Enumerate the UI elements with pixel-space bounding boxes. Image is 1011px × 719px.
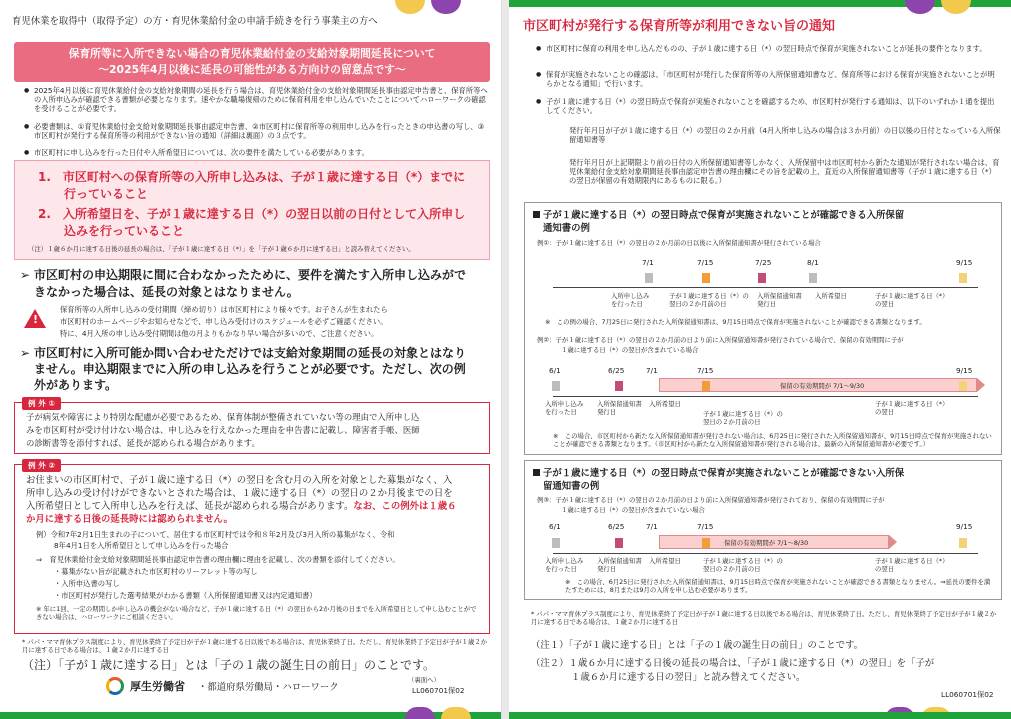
b-label-3: 入所希望日 bbox=[649, 400, 681, 408]
example-b-caption-2: １歳に達する日（*）の翌日が含まれている場合 bbox=[561, 346, 699, 354]
example-line-b: 8年4月1日を入所希望日として申し込みを行った場合 bbox=[54, 541, 229, 550]
example-c-note: ※ この場合、6月25日に発行された入所保留通知書は、9月15日時点で保育が実施されないことが確認できる書類となりません。⇒延長の要件を満たすためには、8月または9月の入所を申し込む必要があります。 bbox=[565, 578, 991, 594]
heading-2a: ➢ 市区町村に入所可能か問い合わせただけでは支給対象期間の延長の対象とはなり bbox=[34, 346, 466, 361]
a-mark-birthday bbox=[959, 273, 967, 283]
condition-2b: 込みを行っていること bbox=[64, 224, 185, 238]
c-label-2: 入所保留通知書 発行日 bbox=[597, 557, 642, 573]
document-code: LL060701保02 bbox=[412, 686, 465, 695]
heading-2b: ません。申込期限までに入所の申し込みを行うことが必要です。ただし、次の例 bbox=[34, 362, 466, 376]
c-label-4: 子が１歳に達する日（*）の 翌日の２か月前の日 bbox=[703, 557, 783, 573]
footnote: * パパ・ママ育休プラス制度により、育児休業終了予定日が子が１歳に達する日以後である場合は、育児休業終了日。ただし、育児休業終了予定日が子が１歳２か月に達する日である場合は、１歳２か月に達する日 bbox=[22, 638, 488, 654]
b-date-2: 6/25 bbox=[608, 366, 625, 375]
note-1: （注１）「子が１歳に達する日」とは「子の１歳の誕生日の前日」のことです。 bbox=[531, 640, 864, 651]
heading-2c: 外があります。 bbox=[34, 378, 118, 392]
c-period-label: 保留の有効期間が 7/1～8/30 bbox=[724, 539, 809, 547]
paragraph-3: ● 市区町村に申し込みを行った日付や入所希望日については、次の要件を満たしている必要があります。 bbox=[34, 148, 489, 157]
c-label-5: 子が１歳に達する日（*） の翌日 bbox=[875, 557, 949, 573]
bottom-bar bbox=[509, 712, 1011, 719]
page-title: 市区町村が発行する保育所等が利用できない旨の通知 bbox=[523, 19, 836, 34]
exception-1-line-b: みを市区町村が受け付けない場合は、申し込みを行えなかった理由を申告書に記載し、障害者手帳、医師 bbox=[26, 425, 420, 435]
a-date-5: 9/15 bbox=[956, 258, 973, 267]
page-header: 育児休業を取得中（取得予定）の方・育児休業給付金の申請手続きを行う事業主の方へ bbox=[12, 16, 378, 27]
timeline-a-axis bbox=[553, 287, 978, 288]
section-1-title-a: 子が１歳に達する日（*）の翌日時点で保育が実施されないことが確認できる入所保留 bbox=[543, 210, 905, 221]
back-page bbox=[509, 0, 1011, 719]
a-label-5: 子が１歳に達する日（*） の翌日 bbox=[875, 292, 949, 308]
b-mark-two-months bbox=[702, 381, 710, 391]
b-label-4: 子が１歳に達する日（*）の 翌日の２か月前の日 bbox=[703, 410, 783, 426]
footnote: * パパ・ママ育休プラス制度により、育児休業終了予定日が子が１歳に達する日以後である場合は、育児休業終了日。ただし、育児休業終了予定日が子が１歳２か月に達する日である場合は、１歳２か月に達する日 bbox=[531, 610, 997, 626]
b-label-2: 入所保留通知書 発行日 bbox=[597, 400, 642, 416]
yellow-dot bbox=[941, 0, 971, 14]
exception-2-line-b: 所申し込みの受け付けができないとされた場合は、１歳に達する日（*）の翌日の２か月後までの日を bbox=[26, 488, 453, 499]
a-label-3: 入所保留通知書 発行日 bbox=[757, 292, 802, 308]
banner-subtitle: ～2025年4月以後に延長の可能性がある方向けの留意点です～ bbox=[98, 62, 406, 76]
paragraph-2: ● 必要書類は、①育児休業給付金支給対象期間延長事由認定申告書、②市区町村に保育所等の利用申し込みを行ったときの申込書の写し、③市区町村が発行する保育所等の利用ができない旨の通知（詳細は裏面）の３点です。 bbox=[34, 122, 489, 140]
option-2: 発行年月日が上記期限より前の日付の入所保留通知書等しかなく、入所保留中は市区町村から新たな通知が発行されない場合は、育児休業給付金支給対象期間延長事由認定申告書の理由欄にその旨を記載の上、直近の入所保留通知書等（子が１歳に達する日（*）の翌日が保留の有効期限内にあるものに限る。） bbox=[569, 158, 1000, 186]
a-label-4: 入所希望日 bbox=[815, 292, 847, 300]
note-2b: １歳６か月に達する日の翌日」と読み替えてください。 bbox=[571, 672, 806, 683]
c-date-4: 7/15 bbox=[697, 522, 714, 531]
example-footnote: ※ 年に1回、一定の期間しか申し込みの機会がない場合など、子が１歳に達する日（*）の翌日から2か月後の日までを入所希望日として申し込むことができない場合は、ハローワークにご相談ください。 bbox=[36, 605, 477, 621]
c-date-2: 6/25 bbox=[608, 522, 625, 531]
ministry-name: 厚生労働省 bbox=[130, 680, 185, 693]
c-hold-period bbox=[659, 535, 889, 549]
warning-line-1: 保育所等の入所申し込みの受付期間（締め切り）は市区町村により様々です。お子さんが生まれたら bbox=[60, 305, 388, 314]
exception-2-red-note: なお、この例外は１歳６ bbox=[353, 501, 457, 512]
turn-over: （裏面へ） bbox=[408, 676, 440, 684]
c-mark-birthday bbox=[959, 538, 967, 548]
top-bar bbox=[509, 0, 1011, 7]
c-label-1: 入所申し込み を行った日 bbox=[545, 557, 584, 573]
condition-2a: 2. 入所希望日を、子が１歳に達する日（*）の翌日以前の日付として入所申し bbox=[38, 207, 466, 221]
section-2-title bbox=[533, 468, 904, 480]
b-label-1: 入所申し込み を行った日 bbox=[545, 400, 584, 416]
purple-dot bbox=[405, 707, 435, 719]
note-2a: （注２）１歳６か月に達する日後の延長の場合は、「子が１歳に達する日（*）の翌日」を「子が bbox=[531, 658, 935, 669]
exception-1-tag: 例 外 ① bbox=[22, 397, 61, 410]
b-mark-application bbox=[552, 381, 560, 391]
section-1-title-b: 通知書の例 bbox=[543, 223, 590, 234]
c-date-5: 9/15 bbox=[956, 522, 973, 531]
condition-1b: 行っていること bbox=[64, 187, 149, 201]
b-label-5: 子が１歳に達する日（*） の翌日 bbox=[875, 400, 949, 416]
a-mark-two-months bbox=[702, 273, 710, 283]
warning-line-2: 市区町村のホームページやお知らせなどで、申し込み受付けのスケジュールを必ずご確認ください。 bbox=[60, 317, 388, 326]
square-bullet-icon bbox=[533, 469, 540, 476]
example-c-caption-2: １歳に達する日（*）の翌日が含まれていない場合 bbox=[561, 506, 705, 514]
example-line-d: ・募集がない旨が記載された市区町村のリーフレット等の写し bbox=[54, 567, 258, 576]
bullet-1: ● 市区町村に保育の利用を申し込んだものの、子が１歳に達する日（*）の翌日時点で保育が実施されないことが延長の要件となります。 bbox=[546, 44, 1001, 53]
example-line-c: ⇒ 育児休業給付金支給対象期間延長事由認定申告書の理由欄に理由を記載し、次の書類を添付してください。 bbox=[36, 555, 400, 564]
c-mark-application bbox=[552, 538, 560, 548]
purple-dot bbox=[905, 0, 935, 14]
bullet-2: ● 保育が実施されないことの確認は、「市区町村が発行した保育所等の入所保留通知書など、保育所等における保育が実施されないことが明らかとなる通知」で行います。 bbox=[546, 70, 1001, 88]
example-a-note: ※ この例の場合、7月25日に発行された入所保留通知書は、9月15日時点で保育が実施されないことが確認できる書類となります。 bbox=[545, 318, 926, 326]
section-2-title-b: 留通知書の例 bbox=[543, 481, 600, 492]
example-line-f: ・市区町村が発行した選考結果がわかる書類（入所保留通知書又は内定通知書） bbox=[54, 591, 317, 600]
banner-title: 保育所等に入所できない場合の育児休業給付金の支給対象期間延長について bbox=[68, 47, 436, 60]
example-line-e: ・入所申込書の写し bbox=[54, 579, 120, 588]
ministry-logo-icon bbox=[106, 677, 124, 695]
c-label-3: 入所希望日 bbox=[649, 557, 681, 565]
example-c-caption-1: 例③：子が１歳に達する日（*）の翌日の２か月前の日より前に入所保留通知書が発行されており、保留の有効期間に子が bbox=[537, 496, 885, 504]
exception-2-line-d: か月に達する日後の延長時には認められません。 bbox=[26, 514, 233, 525]
a-mark-desired bbox=[809, 273, 817, 283]
option-1: 発行年月日が子が１歳に達する日（*）の翌日の２か月前（4月入所申し込みの場合は３か月前）の日以後の日付となっている入所保留通知書等 bbox=[569, 126, 1001, 145]
example-b-caption-1: 例②：子が１歳に達する日（*）の翌日の２か月前の日より前に入所保留通知書が発行されている場合で、保留の有効期間に子が bbox=[537, 336, 904, 344]
example-line-a: 例）令和7年2月1日生まれの子について、居住する市区町村では令和８年2月及び3月入所の募集がなく、令和 bbox=[36, 530, 395, 539]
heading-1a: ➢ 市区町村の申込期限に間に合わなかったために、要件を満たす入所申し込みがで bbox=[34, 268, 466, 283]
a-label-2: 子が１歳に達する日（*）の 翌日の２か月前の日 bbox=[669, 292, 749, 308]
b-date-4: 7/15 bbox=[697, 366, 714, 375]
bullet-3: ● 子が１歳に達する日（*）の翌日時点で保育が実施されないことを確認するため、市区町村が発行する通知は、以下のいずれか１通を提出してください。 bbox=[546, 97, 1001, 115]
heading-1b: きなかった場合は、延長の対象とはなりません。 bbox=[34, 285, 299, 299]
exception-1-line-a: 子が病気や障害により特別な配慮が必要であるため、保育体制が整備されていない等の理由で入所申し込 bbox=[26, 412, 420, 422]
a-label-1: 入所申し込み を行った日 bbox=[611, 292, 650, 308]
condition-note: （注）１歳６か月に達する日後の延長の場合は、「子が１歳に達する日（*）」を「子が１歳６か月に達する日」と読み替えてください。 bbox=[28, 245, 415, 253]
a-mark-notice bbox=[758, 273, 766, 283]
exception-2-line-a: お住まいの市区町村で、子が１歳に達する日（*）の翌日を含む月の入所を対象とした募集がなく、入 bbox=[26, 475, 453, 486]
warning-icon: ! bbox=[24, 309, 46, 328]
b-mark-notice bbox=[615, 381, 623, 391]
paragraph-1: ● 2025年4月以後に育児休業給付金の支給対象期間の延長を行う場合は、育児休業給付金の支給対象期間延長事由認定申告書と、保育所等への入所申込みが確認できる書類が必要となります。速やかな職場復帰のために保育利用を申し込んでいたことについてハローワークの確認を受けることが必要です。 bbox=[34, 86, 489, 113]
a-date-3: 7/25 bbox=[755, 258, 772, 267]
a-date-2: 7/15 bbox=[697, 258, 714, 267]
main-banner bbox=[14, 42, 490, 82]
yellow-dot bbox=[441, 707, 471, 719]
example-a-caption: 例①：子が１歳に達する日（*）の翌日の２か月前の日以後に入所保留通知書が発行されている場合 bbox=[537, 239, 821, 247]
bottom-decoration bbox=[405, 707, 471, 719]
front-page bbox=[0, 0, 502, 719]
a-date-1: 7/1 bbox=[642, 258, 654, 267]
square-bullet-icon bbox=[533, 211, 540, 218]
c-date-3: 7/1 bbox=[646, 522, 658, 531]
b-date-3: 7/1 bbox=[646, 366, 658, 375]
section-2-title-a: 子が１歳に達する日（*）の翌日時点で保育が実施されないことが確認できない入所保 bbox=[543, 468, 905, 479]
exception-2-tag: 例 外 ② bbox=[22, 459, 61, 472]
c-mark-notice bbox=[615, 538, 623, 548]
b-date-1: 6/1 bbox=[549, 366, 561, 375]
a-date-4: 8/1 bbox=[807, 258, 819, 267]
a-mark-application bbox=[645, 273, 653, 283]
timeline-b-axis bbox=[553, 396, 978, 397]
example-b-note: ※ この場合、市区町村から新たな入所保留通知書が発行されない場合は、6月25日に発行された入所保留通知書が、9月15日時点で保育が実施されないことが確認できる書類となります。（市区町村から新たな入所保留通知書が発行される場合は、最新の入所保留通知書が必要です。） bbox=[553, 432, 992, 448]
purple-dot bbox=[431, 0, 461, 14]
warning-line-3: 特に、4月入所の申し込み受付期間は他の月よりもかなり早い場合が多いので、ご注意ください。 bbox=[60, 329, 379, 338]
condition-1a: 1. 市区町村への保育所等の入所申し込みは、子が１歳に達する日（*）までに bbox=[38, 170, 466, 184]
b-period-label: 保留の有効期間が 7/1～9/30 bbox=[780, 382, 865, 390]
ministry-subtitle: ・都道府県労働局・ハローワーク bbox=[198, 682, 339, 693]
page-gutter bbox=[502, 0, 509, 719]
exception-2-line-c bbox=[26, 501, 457, 513]
top-decoration bbox=[0, 0, 501, 8]
b-mark-birthday bbox=[959, 381, 967, 391]
b-date-5: 9/15 bbox=[956, 366, 973, 375]
yellow-dot bbox=[395, 0, 425, 14]
big-note: （注）「子が１歳に達する日」とは「子の１歳の誕生日の前日」のことです。 bbox=[22, 658, 436, 672]
section-1-title bbox=[533, 210, 904, 222]
exception-1-line-c: の診断書等を添付すれば、延長が認められる場合があります。 bbox=[26, 438, 260, 448]
c-date-1: 6/1 bbox=[549, 522, 561, 531]
document-code: LL060701保02 bbox=[941, 690, 994, 699]
exception-2-line-c-text: 入所希望日として入所申し込みを行えば、延長が認められる場合があります。 bbox=[26, 501, 354, 512]
c-mark-two-months bbox=[702, 538, 710, 548]
timeline-c-axis bbox=[553, 553, 978, 554]
